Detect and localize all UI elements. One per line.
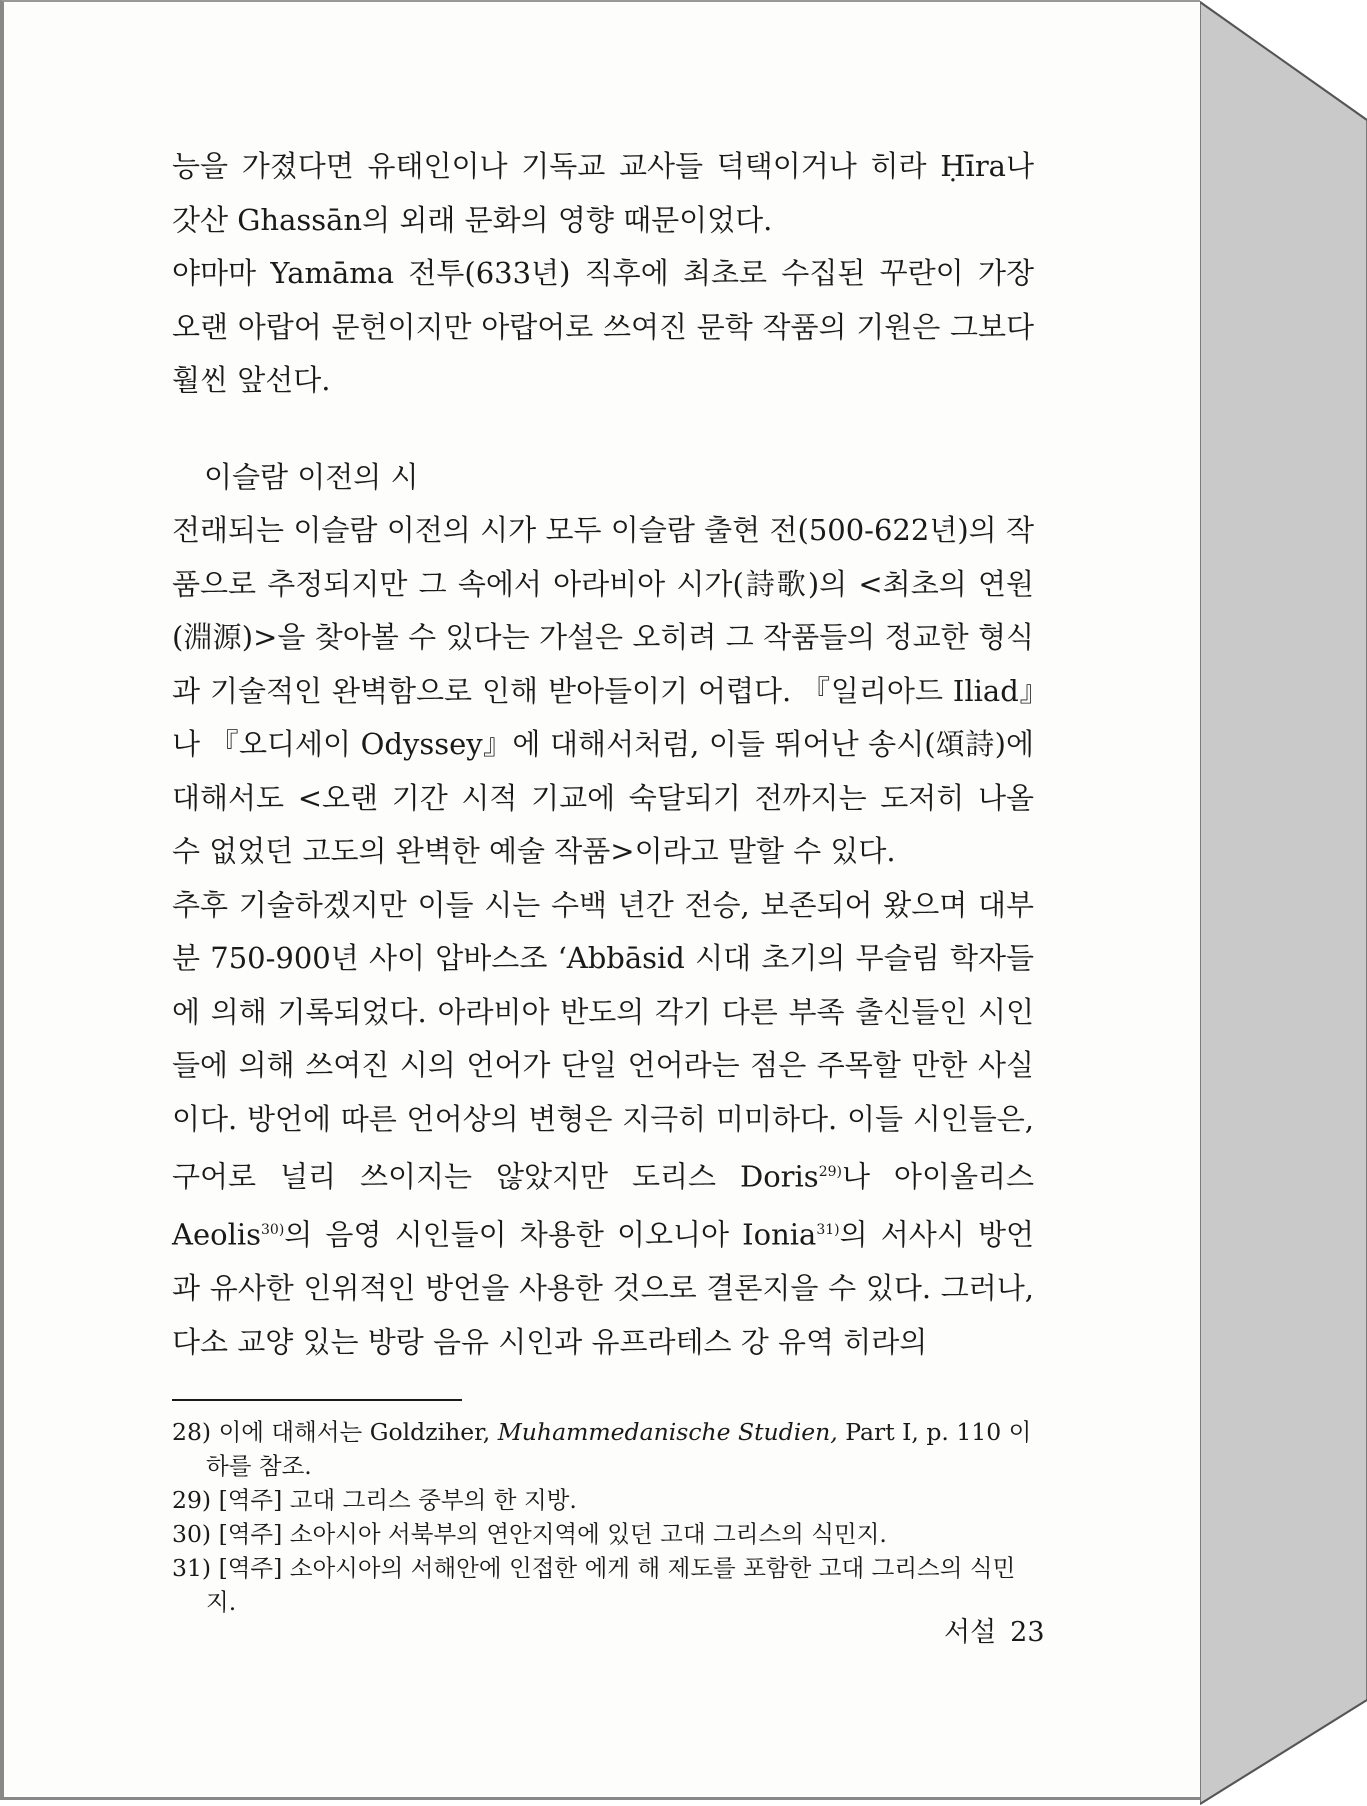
section-name: 서설: [944, 1617, 997, 1648]
footnote-ref-29: 29): [818, 1164, 842, 1180]
footnote-divider: [172, 1399, 462, 1401]
footnote-ref-31: 31): [816, 1222, 840, 1239]
paragraph-4-part-a: 추후 기술하겠지만 이들 시는 수백 년간 전승, 보존되어 왔으며 대부분 750-900년 사이 압바스조 ʻAbbāsid 시대 초기의 무슬림 학자들에 의해 기록되었다. 아라비아 반도의 각기 다른 부족 출신들인 시인들에 의해 쓰여진 시의 언어가 단일 언어라는 점은 주목할 만한 사실이다. 방언에 따른 언어상의 변형은 지극히 미미하다. 이들 시인들은, 구어로 널리 쓰이지는 않았지만 도리스 Doris: [172, 887, 1034, 1194]
paragraph-2: 야마마 Yamāma 전투(633년) 직후에 최초로 수집된 꾸란이 가장 오랜 아랍어 문헌이지만 아랍어로 쓰여진 문학 작품의 기원은 그보다 훨씬 앞선다.: [172, 256, 1034, 397]
paragraph-4-part-c: 의 음영 시인들이 차용한 이오니아 Ionia: [284, 1217, 817, 1252]
footnote-29: 29) [역주] 고대 그리스 중부의 한 지방.: [172, 1486, 577, 1515]
footnote-28: 28) 이에 대해서는 Goldziher, Muhammedanische Studien, Part Ⅰ, p. 110 이하를 참조.: [172, 1418, 1032, 1481]
section-heading: 이슬람 이전의 시: [204, 459, 419, 494]
paragraph-1: 능을 가졌다면 유태인이나 기독교 교사들 덕택이거나 히라 Ḥīra나 갓산 Ghassān의 외래 문화의 영향 때문이었다.: [172, 149, 1034, 237]
paragraph-4-part-d: 의 서사시 방언과 유사한 인위적인 방언을 사용한 것으로 결론지을 수 있다. 그러나, 다소 교양 있는 방랑 음유 시인과 유프라테스 강 유역 히라의: [172, 1217, 1034, 1359]
page-content: [172, 140, 1034, 1619]
paragraph-4-part-b: 나 아이올리스 Aeolis: [172, 1159, 1034, 1252]
footnotes: [172, 1415, 1034, 1619]
footnote-ref-30: 30): [261, 1222, 285, 1239]
paragraph-4: [172, 879, 1034, 1370]
footnote-30: 30) [역주] 소아시아 서북부의 연안지역에 있던 고대 그리스의 식민지.: [172, 1520, 887, 1549]
page-footer: [944, 1610, 1045, 1649]
paragraph-3: 전래되는 이슬람 이전의 시가 모두 이슬람 출현 전(500-622년)의 작품으로 추정되지만 그 속에서 아라비아 시가(詩歌)의 <최초의 연원(淵源)>을 찾아볼 수 있다는 가설은 오히려 그 작품들의 정교한 형식과 기술적인 완벽함으로 인해 받아들이기 어렵다. 『일리아드 Iliad』나 『오디세이 Odyssey』에 대해서처럼, 이들 뛰어난 송시(頌詩)에 대해서도 <오랜 기간 시적 기교에 숙달되기 전까지는 도저히 나올 수 없었던 고도의 완벽한 예술 작품>이라고 말할 수 있다.: [172, 513, 1034, 868]
page-number: 23: [1010, 1617, 1045, 1648]
book-page-stack-edge: [1200, 0, 1367, 1806]
footnote-31: 31) [역주] 소아시아의 서해안에 인접한 에게 해 제도를 포함한 고대 그리스의 식민지.: [172, 1554, 1016, 1617]
